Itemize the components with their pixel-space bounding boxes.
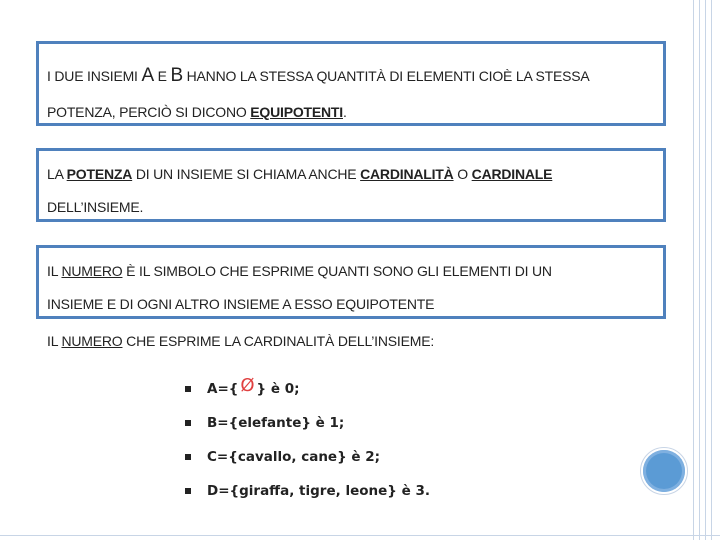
list-item <box>185 440 430 474</box>
circle-decoration <box>643 450 685 492</box>
numero-cardinality-statement <box>47 333 434 349</box>
potenza-term: POTENZA <box>66 166 133 182</box>
cardinalita-term: CARDINALITÀ <box>360 166 454 182</box>
examples-list <box>185 372 430 508</box>
list-item <box>185 372 430 406</box>
example-text: C={cavallo, cane} è 2; <box>207 449 381 465</box>
equipotenti-term: EQUIPOTENTI <box>250 104 343 120</box>
cardinale-term: CARDINALE <box>471 166 553 182</box>
box1-text: I DUE INSIEMI <box>47 68 142 84</box>
statement-text: IL <box>47 333 62 349</box>
box2-text: LA <box>47 166 67 182</box>
equipotent-definition-box <box>36 41 666 126</box>
side-decoration <box>685 0 720 540</box>
numero-term: NUMERO <box>61 333 123 349</box>
box3-line2: INSIEME E DI OGNI ALTRO INSIEME A ESSO EQUIPOTENTE <box>47 296 435 312</box>
box3-line1 <box>47 253 655 289</box>
bottom-divider <box>0 535 720 536</box>
set-a-letter: A <box>141 65 154 86</box>
box1-line2 <box>47 94 655 130</box>
box2-line1 <box>47 156 655 192</box>
side-stripe <box>699 0 700 540</box>
bullet-square-icon <box>185 488 191 494</box>
numero-term: NUMERO <box>61 263 123 279</box>
box1-text: POTENZA, PERCIÒ SI DICONO <box>47 104 251 120</box>
example-text: } è 0; <box>256 381 300 397</box>
box1-text: HANNO LA STESSA QUANTITÀ DI ELEMENTI CIOÈ LA STESSA <box>182 68 590 84</box>
list-item <box>185 474 430 508</box>
empty-set-icon: Ø <box>240 374 255 396</box>
box1-text: E <box>153 68 171 84</box>
side-stripe <box>693 0 694 540</box>
box2-text: DI UN INSIEME SI CHIAMA ANCHE <box>132 166 361 182</box>
number-definition-box <box>36 245 666 319</box>
side-stripe <box>705 0 706 540</box>
example-text: A={ <box>207 381 239 397</box>
bullet-square-icon <box>185 386 191 392</box>
side-stripe <box>711 0 712 540</box>
cardinality-definition-box <box>36 148 666 222</box>
list-item <box>185 406 430 440</box>
box1-line1 <box>47 58 655 94</box>
box2-text: O <box>453 166 472 182</box>
box3-text: IL <box>47 263 62 279</box>
example-text: B={elefante} è 1; <box>207 415 345 431</box>
bullet-square-icon <box>185 420 191 426</box>
box1-text: . <box>342 104 347 120</box>
example-text: D={giraffa, tigre, leone} è 3. <box>207 483 430 499</box>
set-b-letter: B <box>170 65 183 86</box>
box3-text: È IL SIMBOLO CHE ESPRIME QUANTI SONO GLI ELEMENTI DI UN <box>122 263 552 279</box>
bullet-square-icon <box>185 454 191 460</box>
statement-text: CHE ESPRIME LA CARDINALITÀ DELL’INSIEME: <box>122 333 435 349</box>
box2-line2: DELL’INSIEME. <box>47 199 144 215</box>
